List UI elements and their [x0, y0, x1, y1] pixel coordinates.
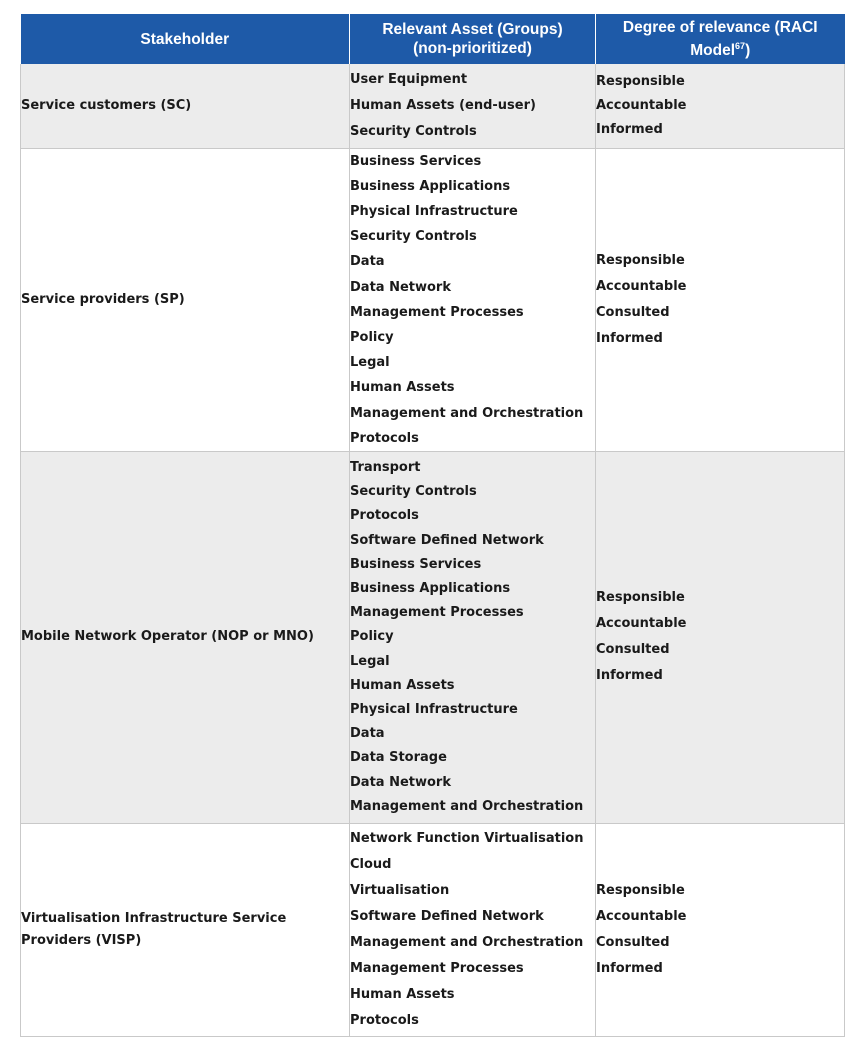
asset-item: Virtualisation — [350, 882, 450, 898]
stakeholder-cell: Service providers (SP) — [21, 148, 350, 451]
asset-item: Data Network — [350, 279, 451, 295]
asset-item: Human Assets — [350, 677, 455, 693]
raci-role: Responsible — [596, 252, 685, 268]
raci-role: Consulted — [596, 934, 670, 950]
raci-role: Responsible — [596, 882, 685, 898]
table-row — [21, 148, 845, 451]
asset-item: Management and Orchestration — [350, 934, 584, 950]
asset-item: Data Network — [350, 774, 451, 790]
table-row — [21, 64, 845, 148]
asset-item: Transport — [350, 459, 421, 475]
table-row — [21, 823, 845, 1036]
asset-item: Management Processes — [350, 304, 524, 320]
asset-item: Security Controls — [350, 484, 477, 500]
asset-item: Human Assets (end-user) — [350, 97, 536, 113]
header-relevance-line2: Model — [690, 42, 736, 60]
raci-role: Informed — [596, 960, 663, 976]
asset-item: Software Defined Network — [350, 908, 544, 924]
asset-item: Management and Orchestration — [350, 798, 584, 814]
raci-role: Responsible — [596, 73, 685, 89]
stakeholder-cell: Mobile Network Operator (NOP or MNO) — [21, 451, 350, 823]
header-assets — [350, 14, 596, 64]
header-assets-line1: Relevant Asset (Groups) — [382, 21, 563, 38]
asset-item: Management Processes — [350, 605, 524, 621]
footnote-ref: 67 — [735, 40, 746, 51]
asset-item: Protocols — [350, 430, 419, 446]
raci-cell — [596, 823, 845, 1036]
header-row — [21, 14, 845, 64]
raci-role: Accountable — [596, 97, 687, 113]
asset-item: Policy — [350, 629, 394, 645]
raci-role: Informed — [596, 121, 663, 137]
asset-item: Security Controls — [350, 229, 477, 245]
table-row — [21, 451, 845, 823]
raci-cell — [596, 64, 845, 148]
raci-role: Informed — [596, 330, 663, 346]
asset-item: Data Storage — [350, 750, 447, 766]
raci-role: Responsible — [596, 590, 685, 606]
raci-role: Consulted — [596, 642, 670, 658]
asset-item: Cloud — [350, 856, 392, 872]
asset-item: Data — [350, 726, 385, 742]
asset-item: Protocols — [350, 1012, 419, 1028]
header-relevance-line1: Degree of relevance (RACI — [622, 18, 818, 36]
asset-item: Security Controls — [350, 123, 477, 139]
stakeholder-cell: Virtualisation Infrastructure Service Providers (VISP) — [21, 823, 350, 1036]
asset-item: Physical Infrastructure — [350, 203, 518, 219]
asset-item: Software Defined Network — [350, 532, 544, 548]
header-stakeholder: Stakeholder — [21, 14, 350, 64]
raci-role: Informed — [596, 668, 663, 684]
raci-cell — [596, 451, 845, 823]
stakeholder-cell: Service customers (SC) — [21, 64, 350, 148]
asset-item: Business Services — [350, 153, 482, 169]
asset-item: Human Assets — [350, 986, 455, 1002]
asset-item: Human Assets — [350, 380, 455, 396]
header-relevance-close: ) — [745, 42, 751, 60]
assets-cell — [350, 64, 596, 148]
asset-item: User Equipment — [350, 71, 468, 87]
header-assets-line2: (non-prioritized) — [413, 40, 532, 57]
assets-cell — [350, 823, 596, 1036]
asset-item: Legal — [350, 355, 390, 371]
asset-item: Network Function Virtualisation — [350, 830, 584, 846]
asset-item: Business Applications — [350, 580, 511, 596]
raci-role: Accountable — [596, 908, 687, 924]
header-relevance — [596, 14, 845, 64]
asset-item: Management Processes — [350, 960, 524, 976]
asset-item: Business Applications — [350, 178, 511, 194]
raci-role: Consulted — [596, 304, 670, 320]
asset-item: Policy — [350, 329, 394, 345]
asset-item: Data — [350, 254, 385, 270]
assets-cell — [350, 148, 596, 451]
raci-role: Accountable — [596, 616, 687, 632]
raci-cell — [596, 148, 845, 451]
asset-item: Management and Orchestration — [350, 405, 584, 421]
raci-role: Accountable — [596, 278, 687, 294]
assets-cell — [350, 451, 596, 823]
stakeholder-table — [20, 14, 845, 1037]
asset-item: Physical Infrastructure — [350, 701, 518, 717]
asset-item: Legal — [350, 653, 390, 669]
asset-item: Protocols — [350, 508, 419, 524]
asset-item: Business Services — [350, 556, 482, 572]
